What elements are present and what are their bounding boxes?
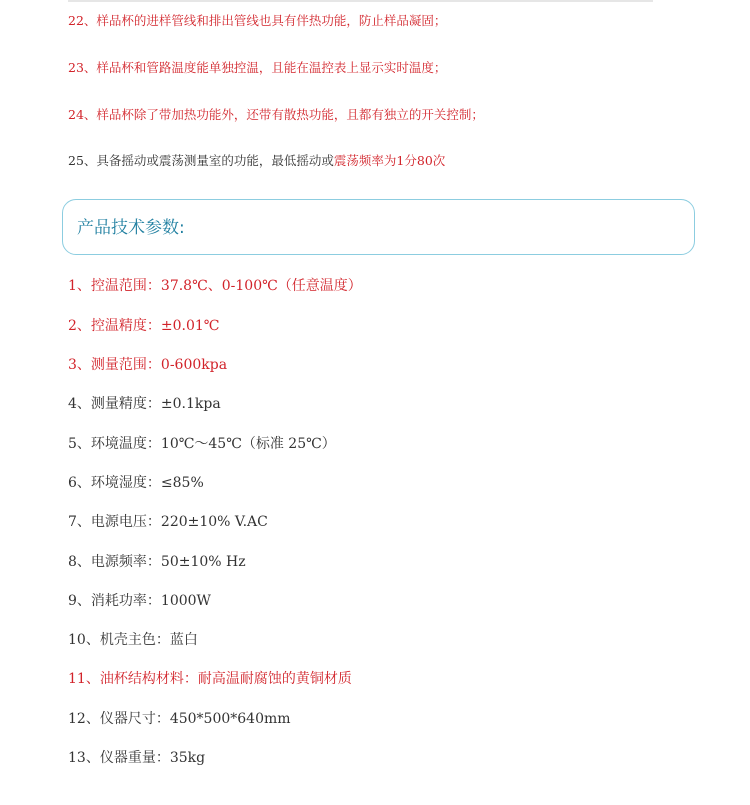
spec-8: 8、电源频率：50±10% Hz bbox=[68, 554, 246, 570]
spec-10: 10、机壳主色：蓝白 bbox=[68, 632, 198, 648]
spec-3: 3、测量范围：0-600kpa bbox=[68, 357, 228, 373]
spec-7: 7、电源电压：220±10% V.AC bbox=[68, 514, 268, 530]
spec-5: 5、环境温度：10℃～45℃（标准 25℃） bbox=[68, 436, 336, 452]
spec-9: 9、消耗功率：1000W bbox=[68, 593, 211, 609]
feature-25 bbox=[68, 153, 445, 169]
spec-4: 4、测量精度：±0.1kpa bbox=[68, 396, 221, 412]
feature-25-text: 25、具备摇动或震荡测量室的功能，最低摇动或 bbox=[68, 153, 334, 168]
spec-1: 1、控温范围：37.8℃、0-100℃（任意温度） bbox=[68, 278, 362, 294]
feature-24: 24、样品杯除了带加热功能外，还带有散热功能，且都有独立的开关控制； bbox=[68, 107, 484, 122]
spec-12: 12、仪器尺寸：450*500*640mm bbox=[68, 711, 291, 727]
feature-23: 23、样品杯和管路温度能单独控温，且能在温控表上显示实时温度； bbox=[68, 60, 447, 75]
spec-6: 6、环境湿度：≤85% bbox=[68, 475, 204, 491]
section-title: 产品技术参数: bbox=[77, 218, 185, 238]
spec-13: 13、仪器重量：35kg bbox=[68, 750, 206, 766]
feature-25-highlight: 震荡频率为1分80次 bbox=[333, 153, 446, 168]
spec-2: 2、控温精度：±0.01℃ bbox=[68, 318, 220, 334]
section-title-box bbox=[62, 199, 695, 255]
spec-11: 11、油杯结构材料：耐高温耐腐蚀的黄铜材质 bbox=[68, 671, 352, 687]
top-divider bbox=[68, 0, 653, 2]
feature-22: 22、样品杯的进样管线和排出管线也具有伴热功能，防止样品凝固； bbox=[68, 13, 447, 28]
